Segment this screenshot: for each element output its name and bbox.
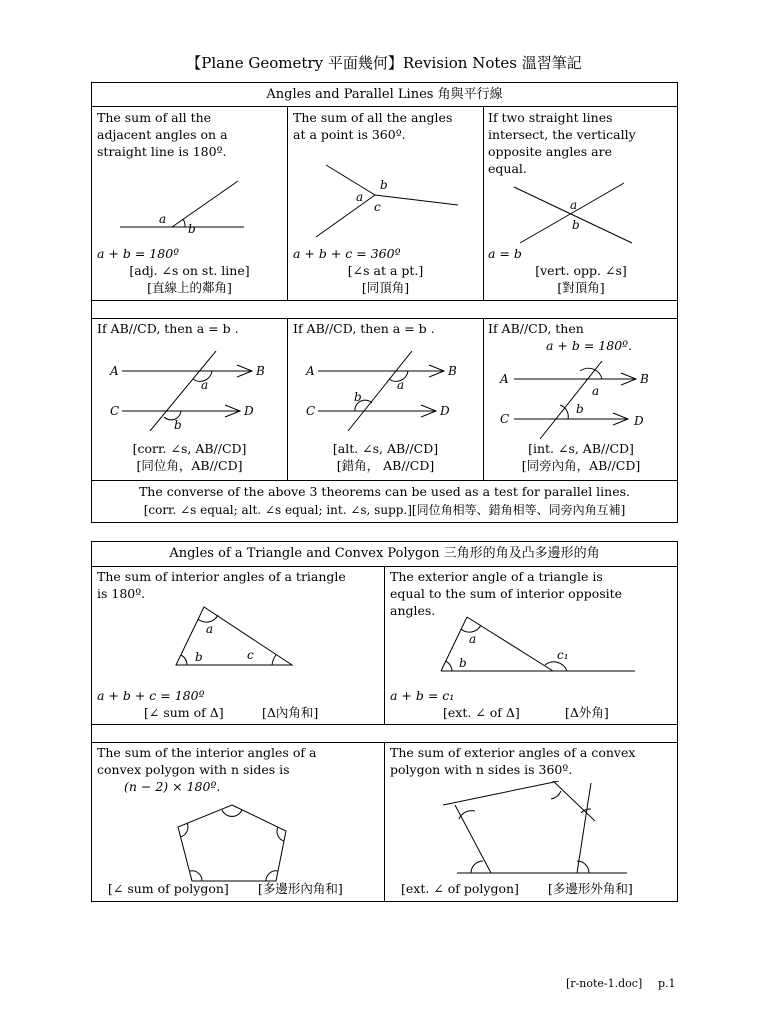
description-line: at a point is 360º. <box>293 127 406 142</box>
reason-zh: [多邊形外角和] <box>548 881 633 896</box>
description-line: The sum of exterior angles of a convex <box>390 745 636 760</box>
reason-en: [ext. ∠ of polygon] <box>401 881 519 896</box>
description-line: The exterior angle of a triangle is <box>390 569 603 584</box>
reason-en: [vert. opp. ∠s] <box>535 263 627 278</box>
description-line: straight line is 180º. <box>97 144 227 159</box>
description-line: polygon with n sides is 360º. <box>390 762 573 777</box>
description-line: is 180º. <box>97 586 146 601</box>
description-line: If AB//CD, then a = b . <box>293 321 435 336</box>
theorem-vertically-opposite <box>484 107 678 300</box>
label-C: C <box>306 404 316 418</box>
description-line: If two straight lines <box>488 110 613 125</box>
angle-label-a: a <box>570 198 578 212</box>
section-1-header: Angles and Parallel Lines 角與平行線 <box>92 83 677 107</box>
reason-zh: [Δ外角] <box>565 705 609 720</box>
reason-zh: [同旁內角，AB//CD] <box>521 458 641 473</box>
angle-label-b: b <box>174 418 182 431</box>
formula: a = b <box>488 246 522 261</box>
footer-page-number: p.1 <box>658 977 676 990</box>
formula: a + b + c = 180º <box>97 688 205 703</box>
label-D: D <box>634 414 644 428</box>
alternate-angles-diagram <box>288 351 483 431</box>
formula: a + b = 180º <box>97 246 180 261</box>
description-line: The sum of the interior angles of a <box>97 745 317 760</box>
angle-label-b: b <box>576 402 584 416</box>
page-title: 【Plane Geometry 平面幾何】Revision Notes 溫習筆記 <box>186 54 582 72</box>
reason-en: [adj. ∠s on st. line] <box>129 263 250 278</box>
theorem-angles-at-point <box>288 107 483 300</box>
reason-zh: [對頂角] <box>557 280 605 295</box>
section-triangle-polygon <box>91 541 678 902</box>
interior-angles-diagram <box>484 361 678 441</box>
angle-label-b: b <box>354 390 362 404</box>
label-A: A <box>110 364 119 378</box>
description-line: If AB//CD, then <box>488 321 584 336</box>
angle-label-b: b <box>459 656 467 670</box>
description-line: If AB//CD, then a = b . <box>97 321 239 336</box>
reason-zh: [錯角， AB//CD] <box>336 458 435 473</box>
description-line: a + b = 180º. <box>546 338 633 353</box>
angle-label-c: c <box>374 200 381 214</box>
reason-zh: [直線上的鄰角] <box>147 280 232 295</box>
description-line: equal. <box>488 161 527 176</box>
converse-note: The converse of the above 3 theorems can be used as a test for parallel lines. <box>138 484 631 499</box>
label-D: D <box>440 404 450 418</box>
reason-en: [int. ∠s, AB//CD] <box>528 441 634 456</box>
triangle-diagram <box>92 603 384 673</box>
angle-label-a: a <box>592 384 600 398</box>
angle-label-b: b <box>572 218 580 232</box>
divider <box>92 724 677 725</box>
angle-label-a: a <box>206 622 214 636</box>
theorem-corresponding-angles <box>92 319 287 480</box>
formula: a + b + c = 360º <box>293 246 401 261</box>
label-B: B <box>448 364 457 378</box>
angle-label-a: a <box>356 190 364 204</box>
description-line: The sum of interior angles of a triangle <box>97 569 346 584</box>
angle-label-a: a <box>159 212 167 226</box>
reason-zh: [同頂角] <box>361 280 410 295</box>
adjacent-angles-diagram <box>92 175 287 245</box>
theorem-adjacent-angles <box>92 107 287 300</box>
section-angles-parallel-lines <box>91 82 678 523</box>
reason-zh: [多邊形內角和] <box>258 881 343 896</box>
label-A: A <box>306 364 315 378</box>
theorem-polygon-exterior-sum <box>385 743 677 901</box>
label-C: C <box>500 412 510 426</box>
label-B: B <box>640 372 649 386</box>
description-line: The sum of all the angles <box>293 110 453 125</box>
description-line: adjacent angles on a <box>97 127 228 142</box>
formula: a + b = c₁ <box>390 688 455 703</box>
description-line: angles. <box>390 603 436 618</box>
angle-label-a: a <box>201 378 209 392</box>
reason-en: [ext. ∠ of Δ] <box>443 705 520 720</box>
footer-filename: [r-note-1.doc] <box>566 977 643 990</box>
angle-label-b: b <box>380 178 388 192</box>
theorem-exterior-angle <box>385 567 677 724</box>
angle-label-a: a <box>469 632 477 646</box>
description-line: convex polygon with n sides is <box>97 762 290 777</box>
reason-en: [∠ sum of Δ] <box>144 705 224 720</box>
vertical-angles-diagram <box>484 179 678 249</box>
description-line: opposite angles are <box>488 144 612 159</box>
reason-zh: [Δ內角和] <box>262 705 319 720</box>
section-2-header: Angles of a Triangle and Convex Polygon 三角形的角及凸多邊形的角 <box>92 542 677 567</box>
angle-label-c: c <box>247 648 254 662</box>
reason-en: [corr. ∠s, AB//CD] <box>132 441 247 456</box>
label-D: D <box>244 404 254 418</box>
divider <box>92 480 677 481</box>
angle-label-b: b <box>195 650 203 664</box>
description-line: equal to the sum of interior opposite <box>390 586 623 601</box>
angle-label-b: b <box>188 222 196 236</box>
reason-en: [∠ sum of polygon] <box>108 881 229 896</box>
converse-reasons: [corr. ∠s equal; alt. ∠s equal; int. ∠s, supp.][同位角相等、錯角相等、同旁內角互補] <box>143 503 626 517</box>
divider <box>92 300 677 301</box>
theorem-triangle-angle-sum <box>92 567 384 724</box>
description-line: (n − 2) × 180º. <box>124 779 221 794</box>
angles-at-point-diagram <box>288 149 483 249</box>
reason-en: [alt. ∠s, AB//CD] <box>332 441 439 456</box>
reason-en: [∠s at a pt.] <box>347 263 424 278</box>
label-B: B <box>256 364 265 378</box>
description-line: intersect, the vertically <box>488 127 636 142</box>
corresponding-angles-diagram <box>92 351 287 431</box>
theorem-alternate-angles <box>288 319 483 480</box>
description-line: The sum of all the <box>97 110 212 125</box>
theorem-interior-angles <box>484 319 678 480</box>
reason-zh: [同位角，AB//CD] <box>136 458 243 473</box>
angle-label-c1: c₁ <box>557 648 569 662</box>
polygon-exterior-diagram <box>385 781 677 881</box>
label-A: A <box>500 372 509 386</box>
label-C: C <box>110 404 120 418</box>
angle-label-a: a <box>397 378 405 392</box>
theorem-polygon-interior-sum <box>92 743 384 901</box>
pentagon-diagram <box>92 797 384 887</box>
exterior-angle-diagram <box>385 611 677 681</box>
